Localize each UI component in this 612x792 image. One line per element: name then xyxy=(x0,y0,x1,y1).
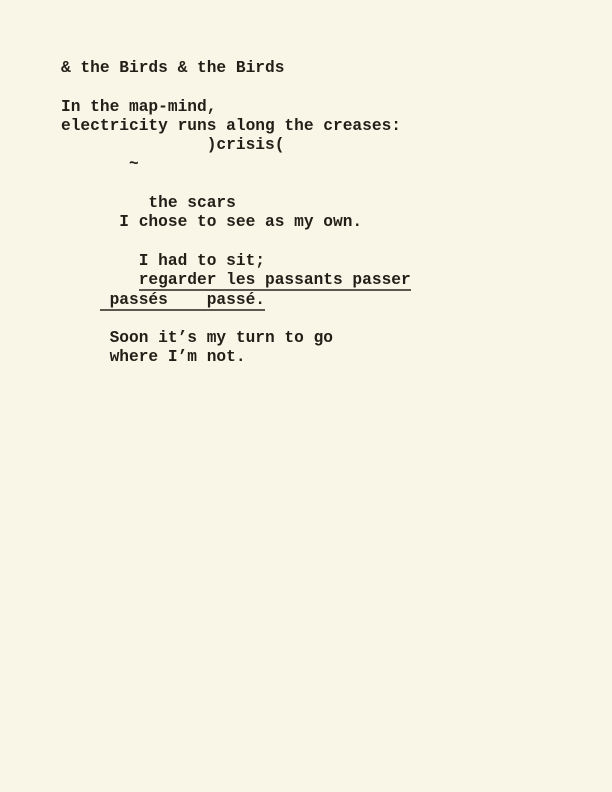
poem-line xyxy=(61,78,411,97)
poem-line xyxy=(61,291,411,310)
poem-line: where I’m not. xyxy=(61,348,246,367)
poem-title-line: & the Birds & the Birds xyxy=(61,59,285,77)
poem-body xyxy=(61,59,411,368)
poem-line: ~ xyxy=(61,155,139,174)
poem-line: I chose to see as my own. xyxy=(61,213,363,232)
poem-line xyxy=(61,175,411,194)
poem-line: )crisis( xyxy=(61,136,285,155)
poem-line xyxy=(61,310,411,329)
poem-line: In the map-mind, xyxy=(61,97,217,116)
underlined-text: regarder les passants passer xyxy=(138,271,411,290)
poem-line xyxy=(61,233,411,252)
poem-line: I had to sit; xyxy=(61,251,265,270)
poem-line xyxy=(61,271,411,290)
poem-line: electricity runs along the creases: xyxy=(61,116,401,135)
underlined-text: passés passé. xyxy=(99,290,265,309)
poem-line: the scars xyxy=(61,194,236,213)
poem-line: Soon it’s my turn to go xyxy=(61,329,333,348)
